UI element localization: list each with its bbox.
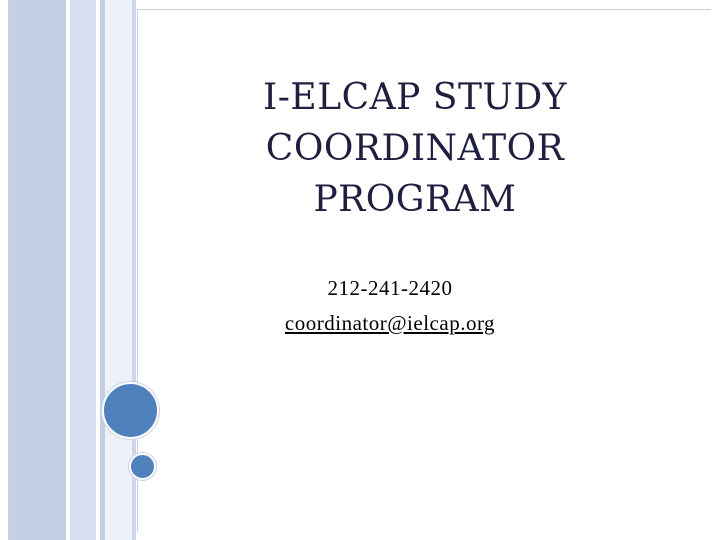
left-stripe-2 bbox=[9, 0, 66, 540]
left-stripe-7 bbox=[105, 0, 132, 540]
left-stripe-1 bbox=[0, 0, 9, 540]
decorative-large-circle bbox=[102, 382, 159, 439]
decorative-small-circle bbox=[129, 453, 156, 480]
phone-number: 212-241-2420 bbox=[327, 276, 453, 300]
left-stripe-4 bbox=[70, 0, 96, 540]
title-line-2: COORDINATOR bbox=[265, 128, 565, 169]
title-line-1: I-ELCAP STUDY bbox=[263, 77, 567, 118]
slide-title bbox=[215, 72, 615, 225]
title-line-3: PROGRAM bbox=[313, 179, 517, 220]
email-link[interactable]: coordinator@ielcap.org bbox=[284, 311, 496, 335]
